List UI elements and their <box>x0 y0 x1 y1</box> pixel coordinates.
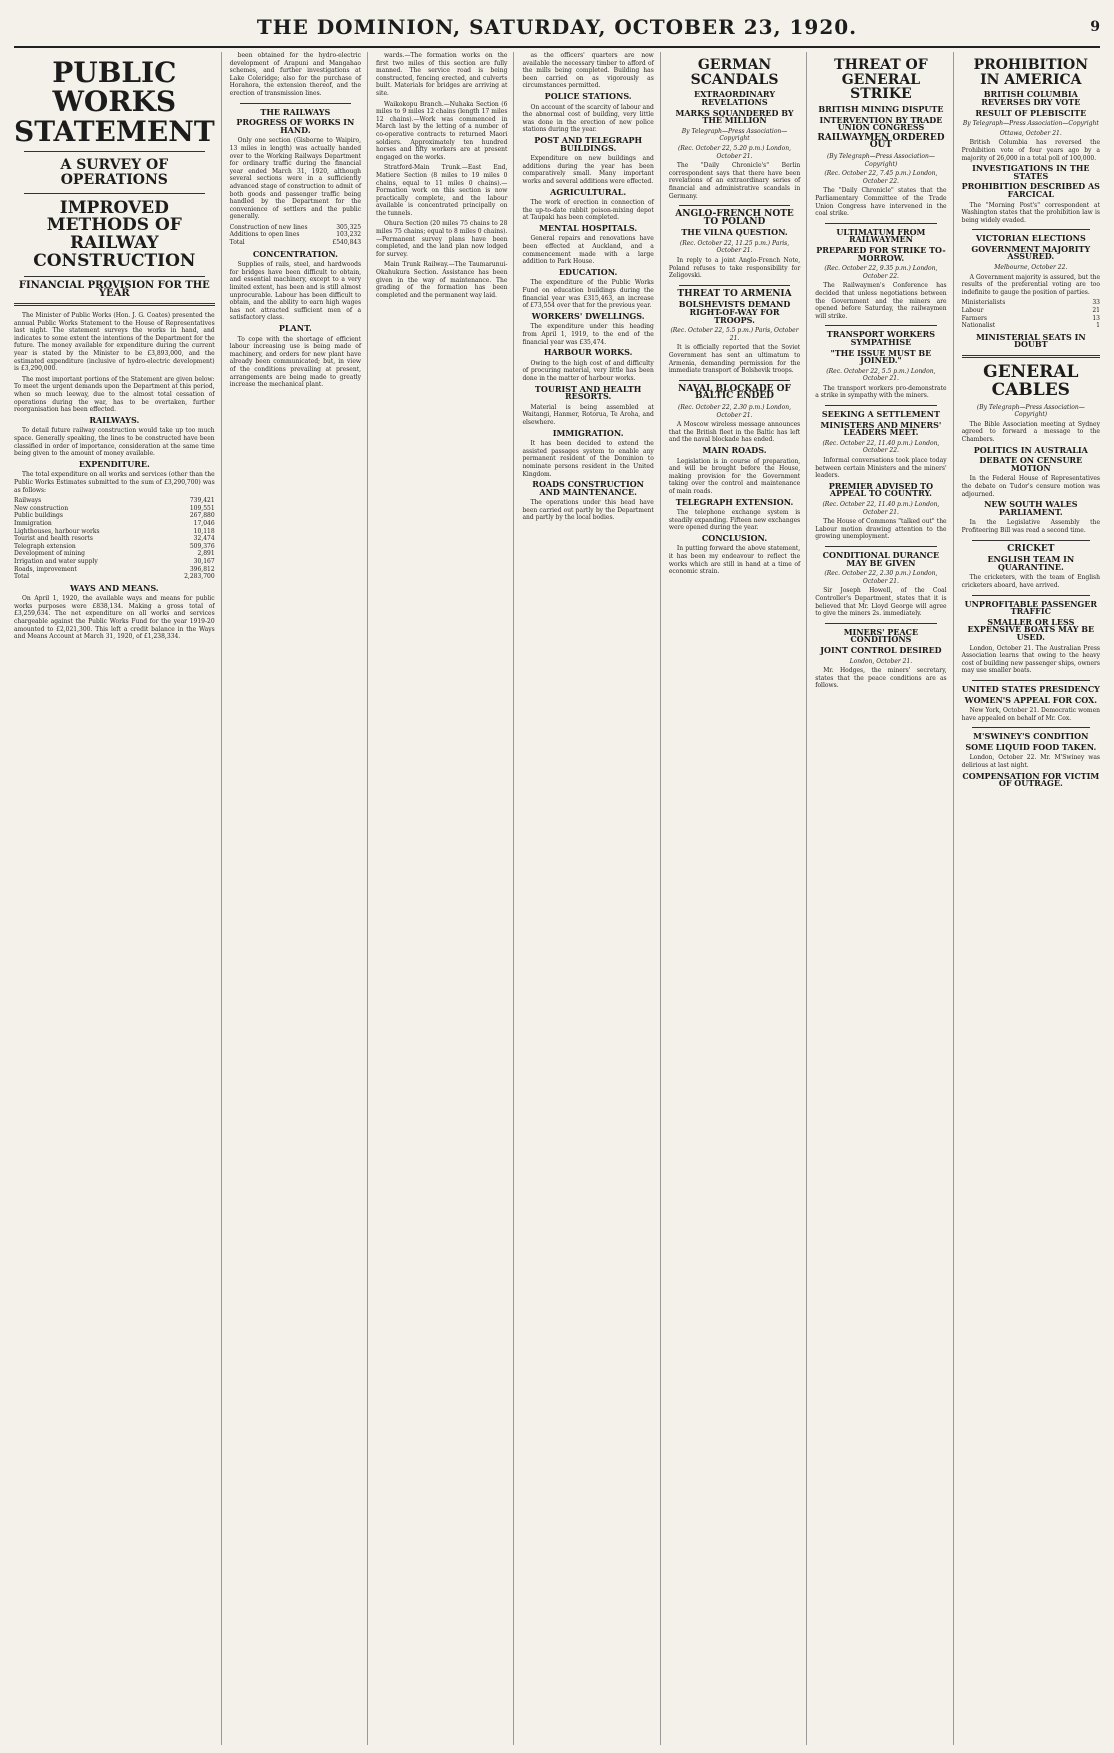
table-row: Total £540,843 <box>229 239 362 247</box>
article-paragraph: General repairs and renovations have been effected at Auckland, and a commencement made with a large addition to Park House. <box>522 235 654 266</box>
table-row: Development of mining 2,891 <box>14 550 215 558</box>
article-paragraph: The total expenditure on all works and services (other than the Public Works Estimates submitted to the sum of £3,290,700) was as follows: <box>14 471 215 494</box>
article-paragraph: On account of the scarcity of labour and the abnormal cost of building, very little was done in the erection of new police stations during the year. <box>522 103 654 134</box>
table-row: Railways 739,421 <box>14 497 215 505</box>
subheading: TOURIST AND HEALTH RESORTS. <box>534 383 642 402</box>
article-paragraph: In putting forward the above statement, it has been my endeavour to reflect the works which are still in hand at a time of economic strain. <box>668 545 801 576</box>
headline: CONDITIONAL DURANCE MAY BE GIVEN <box>822 549 940 568</box>
subheading: POST AND TELEGRAPH BUILDINGS. <box>534 134 643 153</box>
article-paragraph: Sir Joseph Howell, of the Coal Controller's Department, states that it is believed that Mr. Lloyd George will agree to give the miners 2s. immediately. <box>815 587 947 618</box>
headline: NAVAL BLOCKADE OF BALTIC ENDED <box>678 383 791 402</box>
subheading: IMMIGRATION. <box>552 427 624 438</box>
subheading-concentration: CONCENTRATION. <box>252 248 338 259</box>
article-paragraph: Material is being assembled at Waitangi, Hanmer, Rotorua, Te Aroha, and elsewhere. <box>522 403 654 426</box>
railway-table <box>230 224 361 247</box>
headline: ANGLO-FRENCH NOTE TO POLAND <box>675 209 794 227</box>
article-paragraph: Ohura Section (20 miles 75 chains to 28 miles 75 chains; equal to 8 miles 0 chains).—Permanent survey plans have been completed, and the land plan now lodged for survey. <box>376 220 508 258</box>
article-paragraph: On April 1, 1920, the available ways and means for public works purposes were £838,134. Making a gross total of £3,259,634. The net expenditure on all works and services chargeable against the Public Works Fund for the year 1919-20 amounted to £2,021,300. This left a credit balance in the Ways and Means Account at March 31, 1920, of £1,238,334. <box>14 595 215 641</box>
subheading-plant: PLANT. <box>278 323 312 333</box>
page-number: 9 <box>1090 19 1100 35</box>
headline: M'SWINEY'S CONDITION <box>973 731 1089 742</box>
column-6: THREAT OF GENERAL STRIKE BRITISH MINING DISPUTE INTERVENTION BY TRADE UNION CONGRESS RAILWAYMEN ORDERED OUT (By Telegraph—Press Association—Copyright) (Rec. October 22, 7.45 p.m.) London, October 22. The "Daily Chronicle" states that the Parliamentary Committee of the Trade Union Congress have intervened in the coal strike. ULTIMATUM FROM RAILWAYMEN PREPARED FOR STRIKE TO-MORROW. (Rec. October 22, 9.35 p.m.) London, October 22. The Railwaymen's Conference has decided that unless negotiations between the Government and the miners are opened before Saturday, the railwaymen will strike. TRANSPORT WORKERS SYMPATHISE "THE ISSUE MUST BE JOINED." (Rec. October 22, 5.5 p.m.) London, October 21. The transport workers pro-demonstrate a strike in sympathy with the miners. SEEKING A SETTLEMENT MINISTERS AND MINERS' LEADERS MEET. (Rec. October 22, 11.40 p.m.) London, October 22. Informal conversations took place today between certain Ministers and the miners' leaders. PREMIER ADVISED TO APPEAL TO COUNTRY. (Rec. October 22, 11.40 p.m.) London, October 21. The House of Commons "talked out" the Labour motion drawing attention to the growing unemployment. CONDITIONAL DURANCE MAY BE GIVEN (Rec. October 22, 2.30 p.m.) London, October 21. Sir Joseph Howell, of the Coal Controller's Department, states that it is believed that Mr. Lloyd George will agree to give the miners 2s. immediately. MINERS' PEACE CONDITIONS JOINT CONTROL DESIRED London, October 21. Mr. Hodges, the miners' secretary, states that the peace conditions are as follows. <box>815 52 953 1745</box>
table-row: Total 2,283,700 <box>14 573 215 581</box>
subheading: EDUCATION. <box>558 266 618 277</box>
article-paragraph: A Government majority is assured, but the results of the preferential voting are too indefinite to gauge the position of parties. <box>961 273 1100 296</box>
article-paragraph: The Minister of Public Works (Hon. J. G. Coates) presented the annual Public Works Statement to the House of Representatives last night. The statement surveys the works in hand, and indicates to some extent the intentions of the Department for the future. The money available for expenditure during the current year is stated by the Minister to be £3,893,000, and the estimated expenditure (inclusive of hydro-electric development) is £3,290,000. <box>14 312 215 373</box>
article-paragraph: London, October 21. The Australian Press Association learns that owing to the heavy cost of building new passenger ships, owners may use smaller boats. <box>961 644 1100 675</box>
table-row: Tourist and health resorts 32,474 <box>14 535 215 543</box>
article-paragraph: Only one section (Gisborne to Waipiro, 13 miles in length) was actually handed over to the Working Railways Department for ordinary traffic during the financial year ended March 31, 1920, although several sections were in a sufficiently advanced stage of construction to admit of both goods and passenger traffic being handled by the Department for the convenience of settlers and the public generally. <box>229 137 362 221</box>
newspaper-columns <box>14 52 1100 1745</box>
headline-german-scandals: GERMAN SCANDALS <box>690 57 779 88</box>
article-paragraph: The expenditure under this heading from April 1, 1919, to the end of the financial year was £35,474. <box>522 323 654 346</box>
headline: VICTORIAN ELECTIONS <box>975 233 1086 244</box>
headline: CRICKET <box>1007 543 1055 554</box>
column-1 <box>14 52 222 1745</box>
column-7: PROHIBITION IN AMERICA BRITISH COLUMBIA REVERSES DRY VOTE RESULT OF PLEBISCITE By Telegraph—Press Association—Copyright Ottawa, October 21. British Columbia has reversed the Prohibition vote of four years ago by a majority of 26,000 in a total poll of 100,000. INVESTIGATIONS IN THE STATES PROHIBITION DESCRIBED AS FARCICAL The "Morning Post's" correspondent at Washington states that the prohibition law is being widely evaded. VICTORIAN ELECTIONS GOVERNMENT MAJORITY ASSURED. Melbourne, October 22. A Government majority is assured, but the results of the preferential voting are too indefinite to gauge the position of parties. Ministerialists 33 Labour 21 Farmers 13 Nationalist 1 MINISTERIAL SEATS IN DOUBT GENERAL CABLES (By Telegraph—Press Association—Copyright) The Bible Association meeting at Sydney agreed to forward a message to the Chambers. POLITICS IN AUSTRALIA DEBATE ON CENSURE MOTION In the Federal House of Representatives the debate on Tudor's censure motion was adjourned. NEW SOUTH WALES PARLIAMENT. In the Legislative Assembly the Profiteering Bill was read a second time. CRICKET ENGLISH TEAM IN QUARANTINE. The cricketers, with the team of English cricketers aboard, have arrived. UNPROFITABLE PASSENGER TRAFFIC SMALLER OR LESS EXPENSIVE BOATS MAY BE USED. London, October 21. The Australian Press Association learns that owing to the heavy cost of building new passenger ships, owners may use smaller boats. UNITED STATES PRESIDENCY WOMEN'S APPEAL FOR COX. New York, October 21. Democratic women have appealed on behalf of Mr. Cox. M'SWINEY'S CONDITION SOME LIQUID FOOD TAKEN. London, October 22. Mr. M'Swiney was delirious at last night. COMPENSATION FOR VICTIM OF OUTRAGE. <box>961 57 1100 789</box>
table-row: Immigration 17,046 <box>14 519 215 527</box>
article-paragraph: The work of erection in connection of the up-to-date rabbit poison-mixing depot at Taupaki has been completed. <box>522 199 654 222</box>
headline: MINERS' PEACE CONDITIONS <box>843 626 919 645</box>
table-row: Public buildings 267,880 <box>14 512 215 520</box>
subheading-railways: THE RAILWAYS <box>260 106 331 117</box>
article-paragraph: Informal conversations took place today between certain Ministers and the miners' leaders. <box>815 457 947 480</box>
subheading-railways: RAILWAYS. <box>89 414 140 425</box>
table-row: Lighthouses, harbour works 10,118 <box>14 527 215 535</box>
article-paragraph: Mr. Hodges, the miners' secretary, states that the peace conditions are as follows. <box>815 667 947 690</box>
headline: TRANSPORT WORKERS SYMPATHISE <box>826 329 936 347</box>
article-paragraph: The Bible Association meeting at Sydney agreed to forward a message to the Chambers. <box>961 420 1100 444</box>
article-paragraph: been obtained for the hydro-electric development of Arapuni and Mangahao schemes, and further investigations at Lake Coleridge; also for the purchase of Horahora, the extension thereof, and the erection of transmission lines. <box>229 52 362 97</box>
article-paragraph: It is officially reported that the Soviet Government has sent an ultimatum to Armenia, demanding permission for the immediate transport of Bolshevik troops. <box>668 344 801 375</box>
article-paragraph: wards.—The formation works on the first two miles of this section are fully manned. The service road is being constructed, fencing erected, and culverts built. Materials for bridges are arriving at site. <box>376 52 508 97</box>
table-row: Nationalist 1 <box>961 322 1100 330</box>
table-row: Roads, improvement 396,812 <box>14 565 215 573</box>
article-paragraph: Legislation is in course of preparation, and will be brought before the House, making provision for the Government taking over the control and maintenance of main roads. <box>668 457 801 495</box>
article-paragraph: In the Legislative Assembly the Profiteering Bill was read a second time. <box>961 519 1100 534</box>
table-row: Construction of new lines 305,325 <box>229 223 362 231</box>
headline: SEEKING A SETTLEMENT <box>821 409 940 420</box>
headline: PREMIER ADVISED TO APPEAL TO COUNTRY. <box>828 480 934 499</box>
article-paragraph: The operations under this head have been carried out partly by the Department and partly by the local bodies. <box>522 499 654 522</box>
table-row: Farmers 13 <box>961 314 1100 322</box>
article-paragraph: British Columbia has reversed the Prohibition vote of four years ago by a majority of 26,000 in a total poll of 100,000. <box>961 139 1100 162</box>
deck-survey: A SURVEY OF OPERATIONS <box>60 157 169 188</box>
headline-public-works: PUBLIC WORKS STATEMENT <box>14 56 215 148</box>
headline: ULTIMATUM FROM RAILWAYMEN <box>836 226 926 245</box>
subheading: HARBOUR WORKS. <box>543 347 633 358</box>
article-paragraph: The cricketers, with the team of English cricketers aboard, have arrived. <box>961 574 1100 589</box>
table-row: Ministerialists 33 <box>961 299 1100 307</box>
article-paragraph: London, October 22. Mr. M'Swiney was delirious at last night. <box>961 754 1100 770</box>
article-paragraph: The telephone exchange system is steadily expanding. Fifteen new exchanges were opened during the year. <box>668 509 801 532</box>
election-table <box>962 299 1100 329</box>
article-paragraph: The most important portions of the Statement are given below: To meet the urgent demands upon the Department at this period, when so much leeway, due to the almost total cessation of operations during the war, has to be overtaken, further reorganisation has been effected. <box>14 375 215 414</box>
headline-prohibition: PROHIBITION IN AMERICA <box>973 57 1089 88</box>
table-row: New construction 109,551 <box>14 504 215 512</box>
column-5: GERMAN SCANDALS EXTRAORDINARY REVELATIONS MARKS SQUANDERED BY THE MILLION By Telegraph—Press Association—Copyright (Rec. October 22, 5.20 p.m.) London, October 21. The "Daily Chronicle's" Berlin correspondent says that there have been revelations of an extraordinary series of financial and administrative scandals in Germany. ANGLO-FRENCH NOTE TO POLAND THE VILNA QUESTION. (Rec. October 22, 11.25 p.m.) Paris, October 21. In reply to a joint Anglo-French Note, Poland refuses to take responsibility for Zeligovski. THREAT TO ARMENIA BOLSHEVISTS DEMAND RIGHT-OF-WAY FOR TROOPS. (Rec. October 22, 5.5 p.m.) Paris, October 21. It is officially reported that the Soviet Government has sent an ultimatum to Armenia, demanding permission for the immediate transport of Bolshevik troops. NAVAL BLOCKADE OF BALTIC ENDED (Rec. October 22, 2.30 p.m.) London, October 21. A Moscow wireless message announces that the British fleet in the Baltic has left and the naval blockade has ended. MAIN ROADS. Legislation is in course of preparation, and will be brought before the House, making provision for the Government taking over the control and maintenance of main roads. TELEGRAPH EXTENSION. The telephone exchange system is steadily expanding. Fifteen new exchanges were opened during the year. CONCLUSION. In putting forward the above statement, it has been my endeavour to reflect the works which are still in hand at a time of economic strain. <box>669 52 807 1745</box>
deck-financial: FINANCIAL PROVISION FOR THE YEAR <box>18 279 210 299</box>
article-paragraph: The transport workers pro-demonstrate a strike in sympathy with the miners. <box>815 384 947 400</box>
article-paragraph: Expenditure on new buildings and additions during the year has been comparatively small. Many important works and several additions were effected. <box>522 155 654 185</box>
article-paragraph: The expenditure of the Public Works Fund on education buildings during the financial year was £315,463, an increase of £73,554 over that for the previous year. <box>522 279 654 310</box>
article-paragraph: The House of Commons "talked out" the Labour motion drawing attention to the growing unemployment. <box>815 518 947 541</box>
subheading-progress: PROGRESS OF WORKS IN HAND. <box>236 117 355 135</box>
subheading: ROADS CONSTRUCTION AND MAINTENANCE. <box>532 479 644 497</box>
article-paragraph: Stratford-Main Trunk.—East End, Matiere Section (8 miles to 19 miles 0 chains, equal to 11 miles 0 chains).—Formation work on this section is now practically complete, and the labour available is concentrated principally on the tunnels. <box>376 164 508 217</box>
article-paragraph: In the Federal House of Representatives the debate on Tudor's censure motion was adjourned. <box>961 475 1100 498</box>
headline: THREAT TO ARMENIA <box>677 288 792 299</box>
article-paragraph: The Railwaymen's Conference has decided that unless negotiations between the Government and the miners are opened before Saturday, the railwaymen will strike. <box>815 282 947 320</box>
subheading-ways-means: WAYS AND MEANS. <box>70 582 159 593</box>
article-paragraph: To cope with the shortage of efficient labour increasing use is being made of machinery, and orders for new plant have already been communicated; but, in view of the conditions prevailing at present, arrangements are being made to greatly increase the mechanical plant. <box>229 335 362 389</box>
table-row: Additions to open lines 103,232 <box>229 231 362 239</box>
article-paragraph: The "Daily Chronicle's" Berlin correspondent says that there have been revelations of an extraordinary series of financial and administrative scandals in Germany. <box>668 162 801 200</box>
article-paragraph: A Moscow wireless message announces that the British fleet in the Baltic has left and the naval blockade has ended. <box>668 421 801 444</box>
article-paragraph: The "Daily Chronicle" states that the Parliamentary Committee of the Trade Union Congress have intervened in the coal strike. <box>815 187 947 218</box>
article-paragraph: To detail future railway construction would take up too much space. Generally speaking, the lines to be constructed have been classified in order of importance, consideration at the same time being given to the amount of money available. <box>14 427 215 458</box>
newspaper-masthead-title: THE DOMINION, SATURDAY, OCTOBER 23, 1920. <box>256 15 858 39</box>
article-paragraph: as the officers' quarters are now available the necessary timber to afford of the mills being completed. Building has been carried on as vigorously as circumstances permitted. <box>522 52 654 90</box>
headline: UNPROFITABLE PASSENGER TRAFFIC <box>964 598 1097 617</box>
table-row: Labour 21 <box>961 307 1100 315</box>
article-paragraph: New York, October 21. Democratic women have appealed on behalf of Mr. Cox. <box>961 707 1100 722</box>
subheading-expenditure: EXPENDITURE. <box>78 458 150 469</box>
article-paragraph: It has been decided to extend the assisted passages system to enable any permanent resident of the Dominion to nominate persons resident in the United Kingdom. <box>522 440 654 478</box>
article-paragraph: Owing to the high cost of and difficulty of procuring material, very little has been done in the matter of harbour works. <box>522 359 654 382</box>
expenditure-table <box>14 497 215 581</box>
headline-general-strike: THREAT OF GENERAL STRIKE <box>834 57 928 103</box>
article-paragraph: Waikokopu Branch.—Nuhaka Section (6 miles to 9 miles 12 chains (length 17 miles 12 chains).—Work was commenced in March last by the letting of a number of co-operative contracts to returned Maori soldiers. Approximately ten hundred horses and fifty workers are at present engaged on the works. <box>376 100 508 161</box>
table-row: Irrigation and water supply 30,167 <box>14 557 215 565</box>
headline: UNITED STATES PRESIDENCY <box>961 683 1100 694</box>
headline-general-cables: GENERAL CABLES <box>983 362 1079 400</box>
deck-railway-construction: IMPROVED METHODS OF RAILWAY CONSTRUCTION <box>33 197 196 272</box>
subheading: WORKERS' DWELLINGS. <box>531 310 645 321</box>
article-paragraph: Supplies of rails, steel, and hardwoods for bridges have been difficult to obtain, and essential machinery, except to a very limited extent, has been and is still almost unprocurable. Labour has been difficult to obtain, and the ability to earn high wages has not attracted sufficient men of a satisfactory class. <box>229 261 362 322</box>
column-3 <box>376 52 514 1745</box>
article-paragraph: In reply to a joint Anglo-French Note, Poland refuses to take responsibility for Zeligovski. <box>668 257 801 280</box>
subheading: MENTAL HOSPITALS. <box>539 222 638 233</box>
masthead <box>14 8 1100 48</box>
article-paragraph: The "Morning Post's" correspondent at Washington states that the prohibition law is being widely evaded. <box>961 201 1100 224</box>
subheading: POLICE STATIONS. <box>544 90 632 101</box>
table-row: Telegraph extension 509,376 <box>14 542 215 550</box>
column-2 <box>230 52 368 1745</box>
column-4 <box>522 52 660 1745</box>
subheading: AGRICULTURAL. <box>550 186 627 197</box>
article-paragraph: Main Trunk Railway.—The Taumarunui-Okahukura Section. Assistance has been given in the way of maintenance. The grading of the formation has been completed and the permanent way laid. <box>376 261 508 299</box>
